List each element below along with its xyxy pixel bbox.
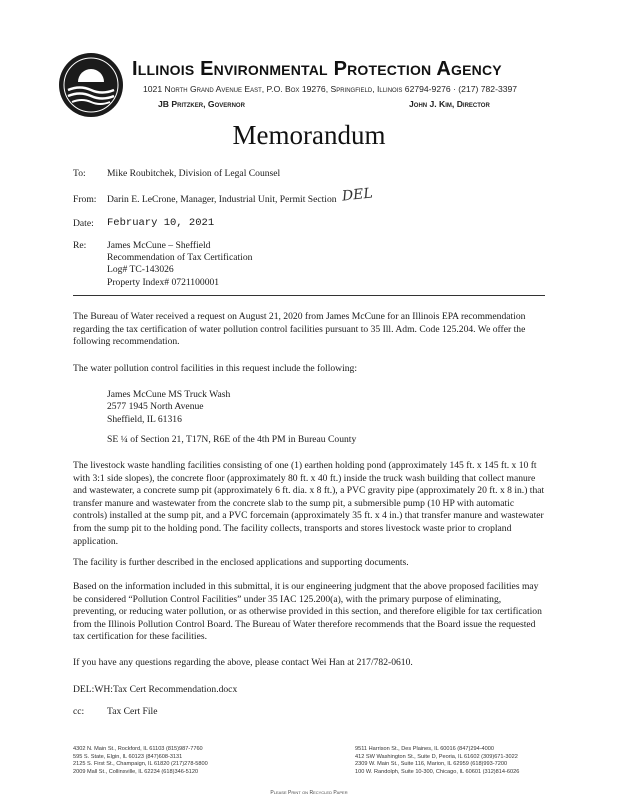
footer-office: 9511 Harrison St., Des Plaines, IL 60016 (847)294-4000 bbox=[355, 746, 494, 752]
footer-offices-left bbox=[73, 746, 208, 776]
footer-office: 2125 S. First St., Champaign, IL 61820 (217)278-5800 bbox=[73, 761, 208, 768]
body-paragraph-facilities-intro: The water pollution control facilities in this request include the following: bbox=[73, 363, 358, 374]
facility-address bbox=[107, 389, 230, 426]
body-paragraph-judgment: Based on the information included in this submittal, it is our engineering judgment that the above proposed facilities may be considered “Pollution Control Facilities” under 35 IAC 125.200(a), with the primary purpose of eliminating, preventing, or reducing water pollution, or as otherwise provided in this section, and therefore eligible for tax certification from the Illinois Pollution Control Board. The Bureau of Water therefore recommends that the Board issue the requested tax certification for these facilities. bbox=[73, 581, 542, 643]
iepa-logo bbox=[58, 52, 124, 118]
re-line: Recommendation of Tax Certification bbox=[107, 252, 253, 264]
date-value: February 10, 2021 bbox=[107, 217, 215, 229]
footer-office: 412 SW Washington St., Suite D, Peoria, IL 61602 (309)671-3022 bbox=[355, 753, 518, 760]
cc-value: Tax Cert File bbox=[107, 706, 158, 717]
recycled-paper-note: Please Print on Recycled Paper bbox=[270, 790, 348, 796]
from-label: From: bbox=[73, 194, 97, 205]
re-block bbox=[107, 240, 252, 289]
footer-office: 100 W. Randolph, Suite 10-300, Chicago, IL 60601 (312)814-6026 bbox=[355, 768, 520, 775]
footer-office: 595 S. State, Elgin, IL 60123 (847)608-3131 bbox=[73, 753, 183, 760]
re-line: Log# TC-143026 bbox=[107, 264, 174, 276]
director-name: John J. Kim, Director bbox=[409, 99, 490, 109]
agency-address: 1021 North Grand Avenue East, P.O. Box 19276, Springfield, Illinois 62794-9276 · (217) 782-3397 bbox=[143, 84, 518, 94]
re-label: Re: bbox=[73, 240, 87, 251]
from-value: Darin E. LeCrone, Manager, Industrial Unit, Permit Section bbox=[107, 194, 337, 205]
re-line: Property Index# 0721100001 bbox=[107, 276, 220, 288]
agency-name: Illinois Environmental Protection Agency bbox=[132, 58, 502, 80]
memo-title: Memorandum bbox=[232, 120, 386, 150]
governor-name: JB Pritzker, Governor bbox=[158, 99, 245, 109]
facility-line: James McCune MS Truck Wash bbox=[107, 389, 231, 400]
facility-line: Sheffield, IL 61316 bbox=[107, 413, 182, 425]
footer-office: 4302 N. Main St., Rockford, IL 61103 (815)987-7760 bbox=[73, 746, 203, 752]
facility-location: SE ¼ of Section 21, T17N, R6E of the 4th PM in Bureau County bbox=[107, 434, 357, 445]
reference-initials: DEL:WH:Tax Cert Recommendation.docx bbox=[73, 684, 238, 695]
to-value: Mike Roubitchek, Division of Legal Counsel bbox=[107, 168, 281, 179]
body-paragraph-contact: If you have any questions regarding the above, please contact Wei Han at 217/782-0610. bbox=[73, 657, 413, 668]
to-label: To: bbox=[73, 168, 86, 179]
header-divider bbox=[73, 295, 545, 296]
body-paragraph-request: The Bureau of Water received a request on August 21, 2020 from James McCune for an Illinois EPA recommendation regarding the tax certification of water pollution control facilities pursuant to 35 Ill. Adm. Code 125.204. We offer the following recommendation. bbox=[73, 311, 526, 348]
cc-label: cc: bbox=[73, 706, 85, 717]
facility-line: 2577 1945 North Avenue bbox=[107, 401, 204, 413]
body-paragraph-description: The livestock waste handling facilities consisting of one (1) earthen holding pond (approximately 145 ft. x 145 ft. x 10 ft with 3:1 side slopes), the concrete floor (approximately 80 ft. x 40 ft.) inside the truck wash building that collect manure and wastewater, a concrete sump pit (approximately 6 ft. dia. x 8 ft.), a PVC gravity pipe (approximately 20 ft. x 8 in.) that transfer manure and wastewater from the concrete slab to the sump pit, a submersible pump (10 HP with automatic controls) installed at the sump pit, and a PVC forcemain (approximately 35 ft. x 4 in.) that transfer manure and wastewater from the sump pit to the holding pond. The facility collects, transports and stores livestock waste prior to cropland application. bbox=[73, 460, 545, 547]
footer-office: 2309 W. Main St., Suite 116, Marion, IL 62959 (618)993-7200 bbox=[355, 761, 508, 768]
date-label: Date: bbox=[73, 218, 94, 229]
footer-office: 2009 Mall St., Collinsville, IL 62234 (618)346-5120 bbox=[73, 768, 199, 775]
re-line: James McCune – Sheffield bbox=[107, 240, 211, 251]
from-initials-signature: DEL bbox=[341, 185, 374, 205]
footer-offices-right bbox=[355, 746, 519, 776]
body-paragraph-documents: The facility is further described in the enclosed applications and supporting documents. bbox=[73, 557, 409, 568]
